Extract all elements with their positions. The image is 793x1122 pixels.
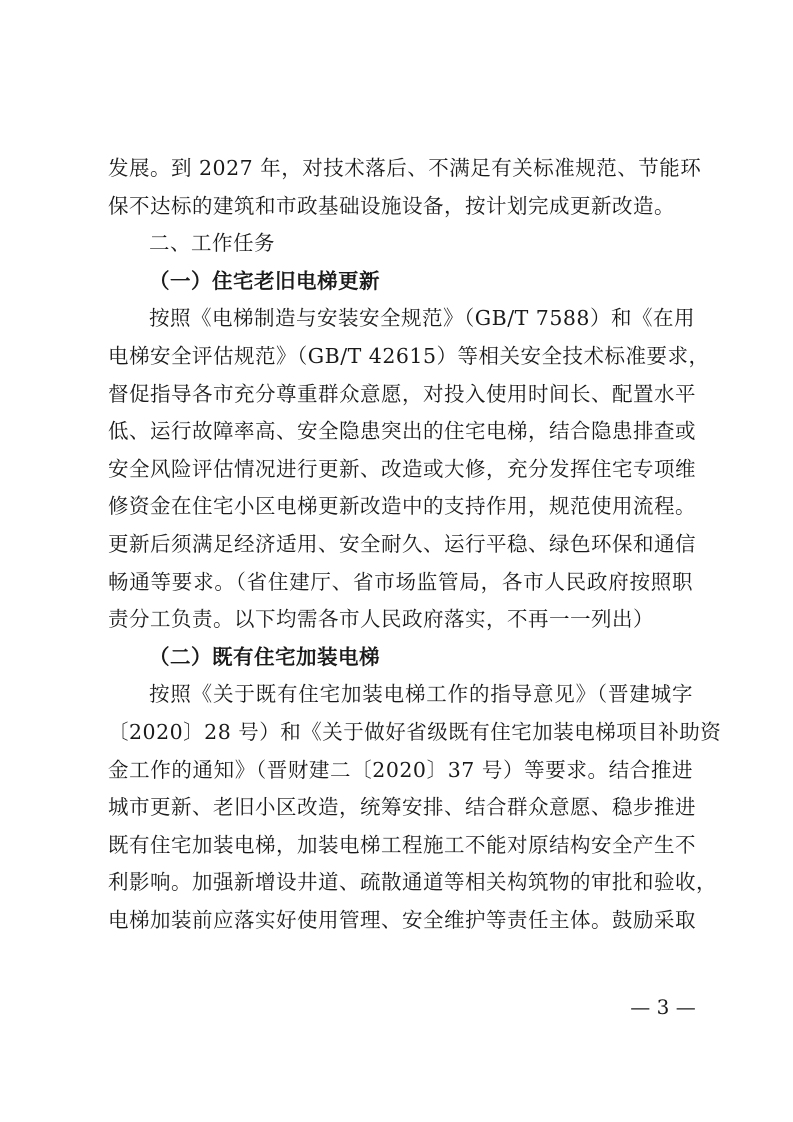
- paragraph-goal: [108, 150, 702, 225]
- text-line: 更新后须满足经济适用、安全耐久、运行平稳、绿色环保和通信: [108, 531, 696, 556]
- text-line: 城市更新、老旧小区改造，统筹安排、结合群众意愿、稳步推进: [108, 795, 696, 820]
- subsection-heading-existing-residence-elevator: （二）既有住宅加装电梯: [149, 644, 380, 669]
- text-line: 发展。到 2027 年，对技术落后、不满足有关标准规范、节能环: [108, 156, 702, 180]
- text-line: 既有住宅加装电梯，加装电梯工程施工不能对原结构安全产生不: [108, 832, 696, 857]
- text-line: 责分工负责。以下均需各市人民政府落实，不再一一列出）: [108, 607, 654, 632]
- text-line: 〔2020〕28 号）和《关于做好省级既有住宅加装电梯项目补助资: [108, 719, 722, 744]
- page-number: — 3 —: [630, 995, 696, 1019]
- text-line: 保不达标的建筑和市政基础设施设备，按计划完成更新改造。: [108, 193, 675, 218]
- text-line: 畅通等要求。（省住建厅、省市场监管局，各市人民政府按照职: [108, 569, 693, 594]
- text-line: 利影响。加强新增设井道、疏散通道等相关构筑物的审批和验收，: [108, 870, 717, 895]
- paragraph-existing-residence-elevator: [108, 676, 722, 939]
- text-line: 按照《关于既有住宅加装电梯工作的指导意见》（晋建城字: [149, 682, 693, 707]
- text-line: 督促指导各市充分尊重群众意愿，对投入使用时间长、配置水平: [108, 381, 696, 406]
- text-line: 按照《电梯制造与安装安全规范》（GB/T 7588）和《在用: [149, 306, 695, 331]
- page-body: [108, 150, 722, 939]
- text-line: 修资金在住宅小区电梯更新改造中的支持作用，规范使用流程。: [108, 494, 696, 519]
- subsection-heading-old-elevator-renewal: （一）住宅老旧电梯更新: [149, 268, 380, 293]
- text-line: 电梯加装前应落实好使用管理、安全维护等责任主体。鼓励采取: [108, 907, 696, 932]
- paragraph-old-elevator-renewal: [108, 300, 710, 638]
- text-line: 电梯安全评估规范》（GB/T 42615）等相关安全技术标准要求，: [108, 343, 710, 368]
- section-heading-work-tasks: 二、工作任务: [149, 231, 275, 256]
- text-line: 安全风险评估情况进行更新、改造或大修，充分发挥住宅专项维: [108, 456, 696, 481]
- text-line: 低、运行故障率高、安全隐患突出的住宅电梯，结合隐患排查或: [108, 419, 696, 444]
- text-line: 金工作的通知》（晋财建二〔2020〕37 号）等要求。结合推进: [108, 757, 693, 782]
